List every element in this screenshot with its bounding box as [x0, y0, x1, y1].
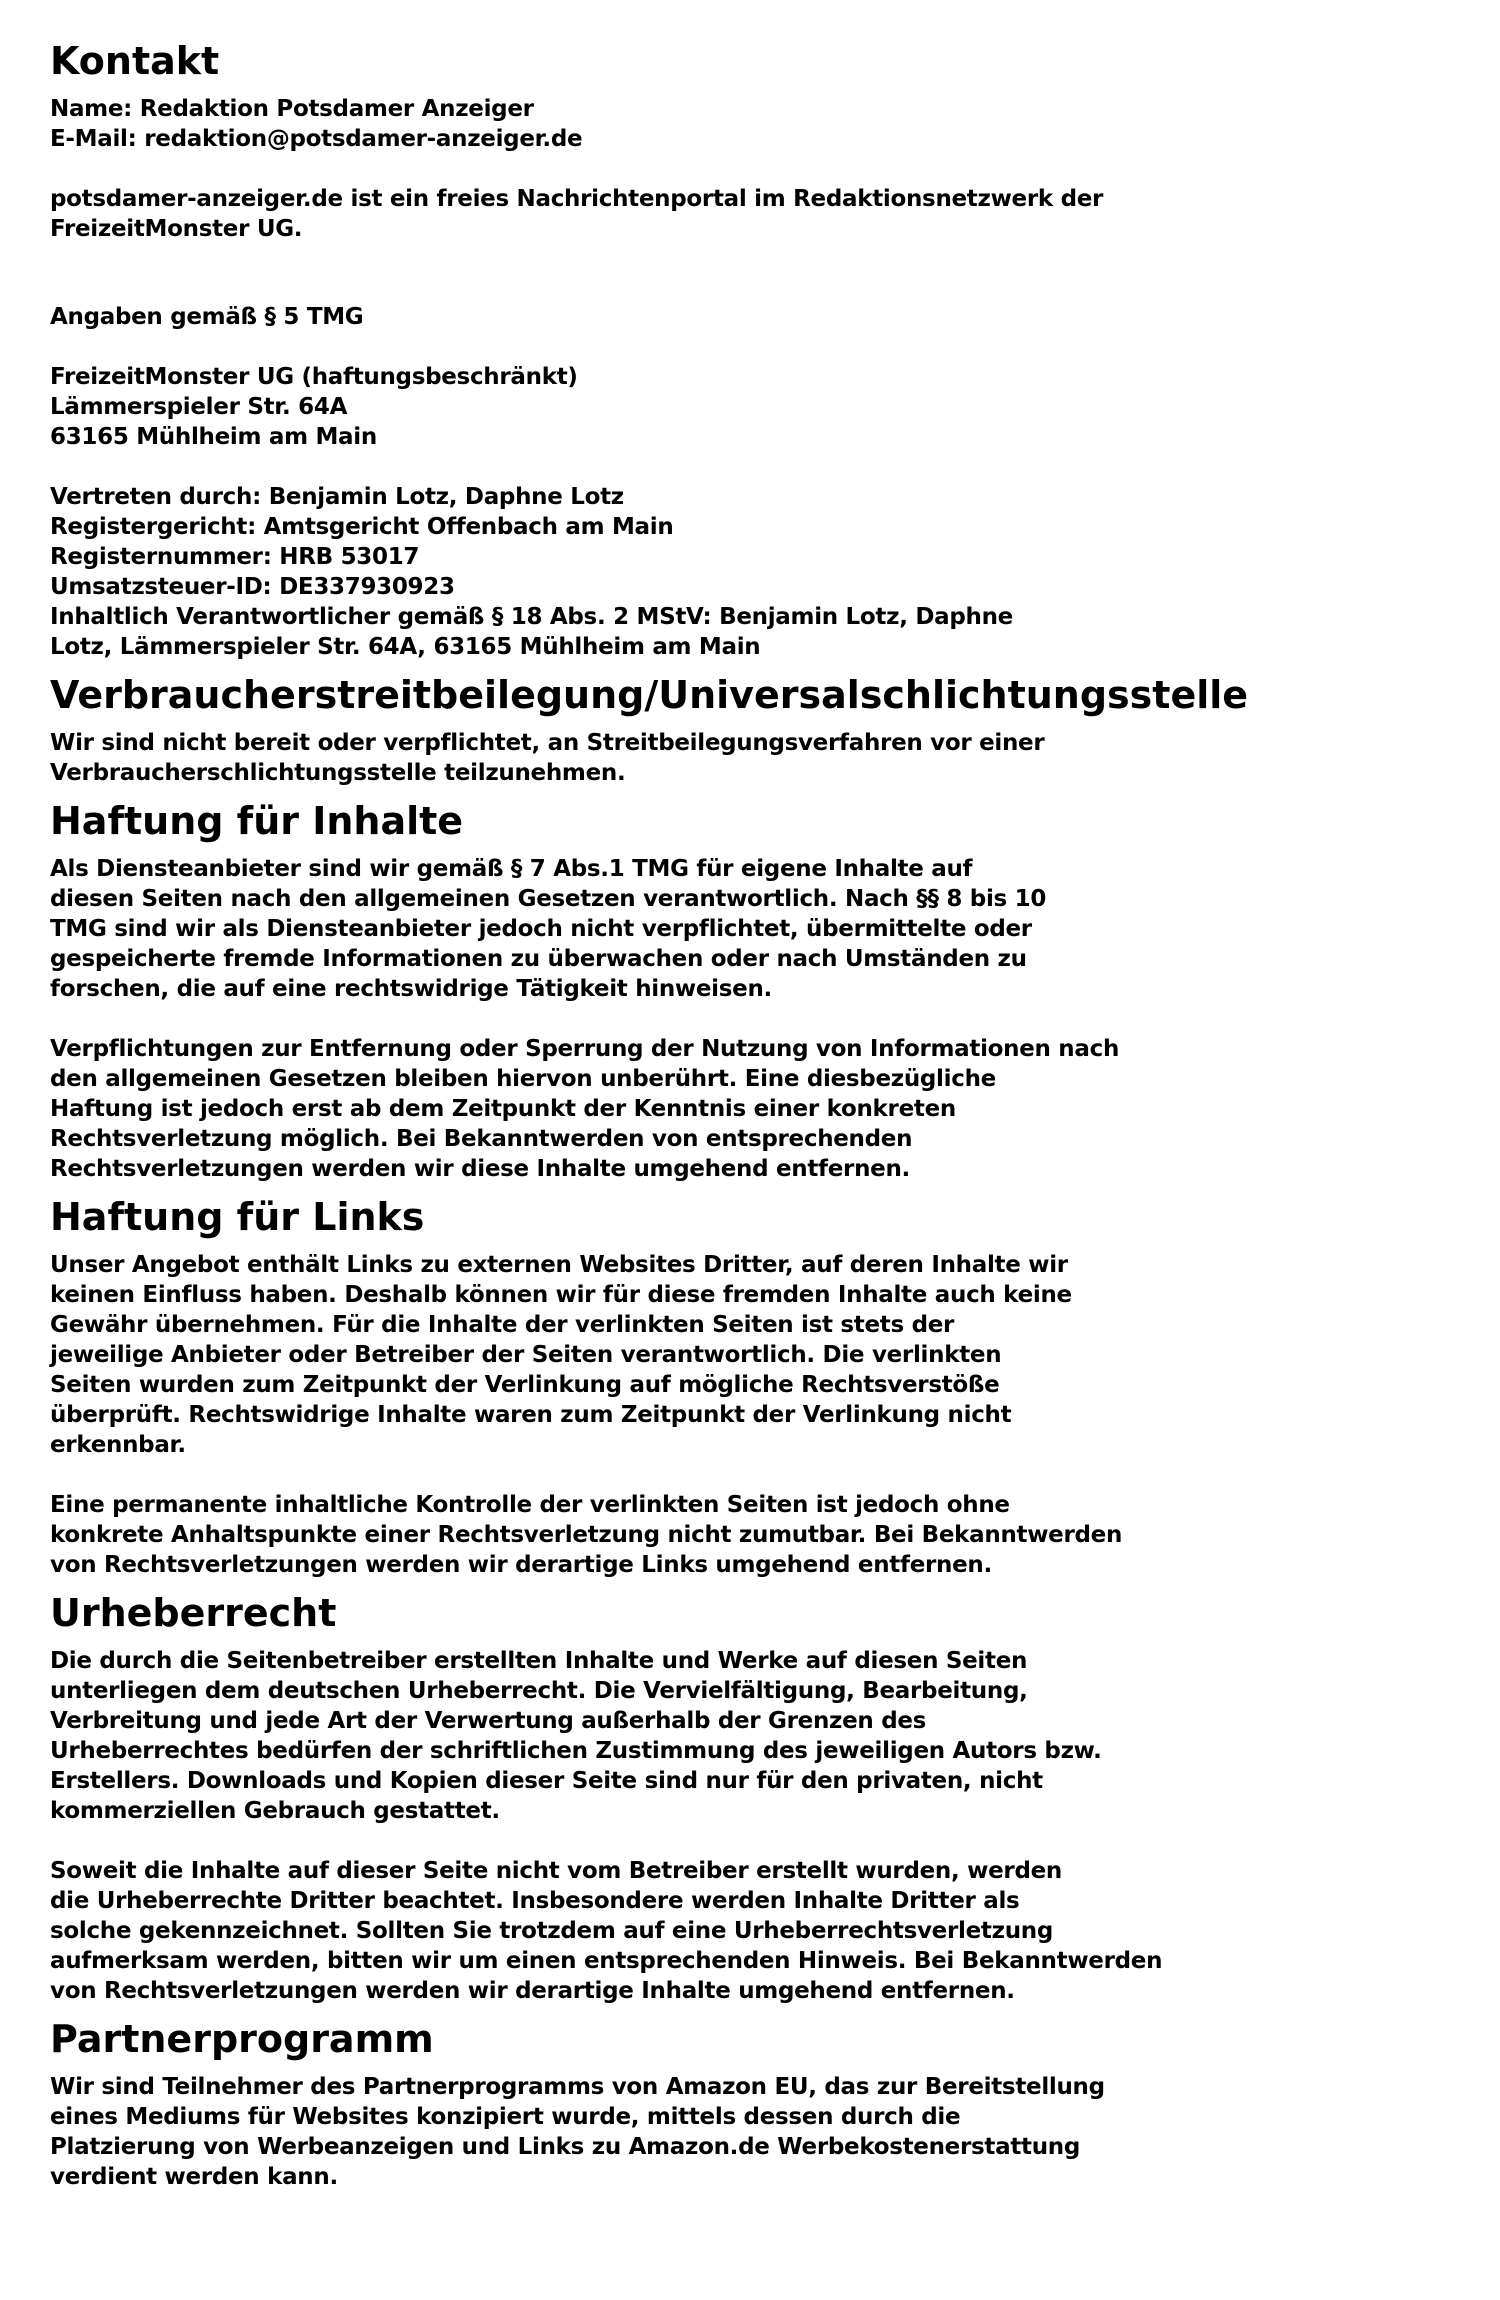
haftung-links-paragraph-2	[50, 1490, 1370, 1580]
contact-details	[50, 94, 1370, 154]
section-urheberrecht	[50, 1590, 1370, 2006]
text-line: FreizeitMonster UG.	[50, 216, 303, 242]
text-line: diesen Seiten nach den allgemeinen Gesetzen verantwortlich. Nach §§ 8 bis 10	[50, 886, 1047, 912]
text-line: Registergericht: Amtsgericht Offenbach am Main	[50, 514, 674, 540]
text-line: forschen, die auf eine rechtswidrige Tätigkeit hinweisen.	[50, 976, 772, 1002]
urheberrecht-paragraph-1	[50, 1646, 1370, 1826]
text-line: FreizeitMonster UG (haftungsbeschränkt)	[50, 364, 578, 390]
section-haftung-links	[50, 1194, 1370, 1580]
heading-kontakt: Kontakt	[50, 39, 220, 83]
contact-name: Name: Redaktion Potsdamer Anzeiger	[50, 96, 534, 122]
heading-haftung-links: Haftung für Links	[50, 1195, 425, 1239]
text-line: Platzierung von Werbeanzeigen und Links zu Amazon.de Werbekostenerstattung	[50, 2134, 1081, 2160]
text-line: solche gekennzeichnet. Sollten Sie trotzdem auf eine Urheberrechtsverletzung	[50, 1918, 1054, 1944]
text-line: Rechtsverletzung möglich. Bei Bekanntwerden von entsprechenden	[50, 1126, 913, 1152]
text-line: Rechtsverletzungen werden wir diese Inhalte umgehend entfernen.	[50, 1156, 910, 1182]
text-line: konkrete Anhaltspunkte einer Rechtsverletzung nicht zumutbar. Bei Bekanntwerden	[50, 1522, 1123, 1548]
text-line: Als Diensteanbieter sind wir gemäß § 7 Abs.1 TMG für eigene Inhalte auf	[50, 856, 973, 882]
text-line: Verpflichtungen zur Entfernung oder Sperrung der Nutzung von Informationen nach	[50, 1036, 1120, 1062]
text-line: Wir sind nicht bereit oder verpflichtet, an Streitbeilegungsverfahren vor einer	[50, 730, 1045, 756]
text-line: Erstellers. Downloads und Kopien dieser Seite sind nur für den privaten, nicht	[50, 1768, 1043, 1794]
text-line: Verbreitung und jede Art der Verwertung außerhalb der Grenzen des	[50, 1708, 927, 1734]
section-kontakt	[50, 38, 1370, 662]
text-line: Eine permanente inhaltliche Kontrolle der verlinkten Seiten ist jedoch ohne	[50, 1492, 1010, 1518]
text-line: Inhaltlich Verantwortlicher gemäß § 18 Abs. 2 MStV: Benjamin Lotz, Daphne	[50, 604, 1013, 630]
text-line: jeweilige Anbieter oder Betreiber der Seiten verantwortlich. Die verlinkten	[50, 1342, 1002, 1368]
text-line: Urheberrechtes bedürfen der schriftlichen Zustimmung des jeweiligen Autors bzw.	[50, 1738, 1102, 1764]
text-line: Seiten wurden zum Zeitpunkt der Verlinkung auf mögliche Rechtsverstöße	[50, 1372, 1000, 1398]
text-line: die Urheberrechte Dritter beachtet. Insbesondere werden Inhalte Dritter als	[50, 1888, 1020, 1914]
text-line: TMG sind wir als Diensteanbieter jedoch nicht verpflichtet, übermittelte oder	[50, 916, 1032, 942]
partner-paragraph	[50, 2072, 1370, 2192]
verbraucher-paragraph	[50, 728, 1370, 788]
text-line: unterliegen dem deutschen Urheberrecht. Die Vervielfältigung, Bearbeitung,	[50, 1678, 1028, 1704]
text-line: 63165 Mühlheim am Main	[50, 424, 377, 450]
text-line: potsdamer-anzeiger.de ist ein freies Nachrichtenportal im Redaktionsnetzwerk der	[50, 186, 1104, 212]
section-haftung-inhalte	[50, 798, 1370, 1184]
text-line: erkennbar.	[50, 1432, 186, 1458]
heading-verbraucherstreitbeilegung: Verbraucherstreitbeilegung/Universalschlichtungsstelle	[50, 673, 1249, 717]
heading-haftung-inhalte: Haftung für Inhalte	[50, 799, 464, 843]
text-line: Vertreten durch: Benjamin Lotz, Daphne Lotz	[50, 484, 624, 510]
text-line: Soweit die Inhalte auf dieser Seite nicht vom Betreiber erstellt wurden, werden	[50, 1858, 1062, 1884]
company-address	[50, 362, 1370, 452]
haftung-inhalte-paragraph-2	[50, 1034, 1370, 1184]
text-line: von Rechtsverletzungen werden wir derartige Inhalte umgehend entfernen.	[50, 1978, 1015, 2004]
text-line: Wir sind Teilnehmer des Partnerprogramms von Amazon EU, das zur Bereitstellung	[50, 2074, 1105, 2100]
legal-details	[50, 482, 1370, 662]
text-line: keinen Einfluss haben. Deshalb können wir für diese fremden Inhalte auch keine	[50, 1282, 1072, 1308]
haftung-links-paragraph-1	[50, 1250, 1370, 1460]
text-line: Umsatzsteuer-ID: DE337930923	[50, 574, 455, 600]
section-verbraucherstreitbeilegung	[50, 672, 1370, 788]
text-line: von Rechtsverletzungen werden wir derartige Links umgehend entfernen.	[50, 1552, 992, 1578]
text-line: Registernummer: HRB 53017	[50, 544, 420, 570]
heading-partnerprogramm: Partnerprogramm	[50, 2017, 434, 2061]
text-line: aufmerksam werden, bitten wir um einen entsprechenden Hinweis. Bei Bekanntwerden	[50, 1948, 1163, 1974]
contact-email: E-Mail: redaktion@potsdamer-anzeiger.de	[50, 126, 583, 152]
heading-urheberrecht: Urheberrecht	[50, 1591, 337, 1635]
haftung-inhalte-paragraph-1	[50, 854, 1370, 1004]
text-line: den allgemeinen Gesetzen bleiben hiervon unberührt. Eine diesbezügliche	[50, 1066, 996, 1092]
text-line: gespeicherte fremde Informationen zu überwachen oder nach Umständen zu	[50, 946, 1027, 972]
text-line: Angaben gemäß § 5 TMG	[50, 304, 364, 330]
text-line: Lotz, Lämmerspieler Str. 64A, 63165 Mühlheim am Main	[50, 634, 761, 660]
text-line: Die durch die Seitenbetreiber erstellten Inhalte und Werke auf diesen Seiten	[50, 1648, 1028, 1674]
text-line: kommerziellen Gebrauch gestattet.	[50, 1798, 500, 1824]
text-line: verdient werden kann.	[50, 2164, 338, 2190]
urheberrecht-paragraph-2	[50, 1856, 1370, 2006]
text-line: eines Mediums für Websites konzipiert wurde, mittels dessen durch die	[50, 2104, 961, 2130]
text-line: überprüft. Rechtswidrige Inhalte waren zum Zeitpunkt der Verlinkung nicht	[50, 1402, 1012, 1428]
text-line: Haftung ist jedoch erst ab dem Zeitpunkt der Kenntnis einer konkreten	[50, 1096, 956, 1122]
intro-paragraph	[50, 184, 1370, 244]
text-line: Unser Angebot enthält Links zu externen Websites Dritter, auf deren Inhalte wir	[50, 1252, 1068, 1278]
text-line: Gewähr übernehmen. Für die Inhalte der verlinkten Seiten ist stets der	[50, 1312, 955, 1338]
section-partnerprogramm	[50, 2016, 1370, 2192]
imprint-page	[50, 38, 1370, 2192]
text-line: Verbraucherschlichtungsstelle teilzunehmen.	[50, 760, 626, 786]
text-line: Lämmerspieler Str. 64A	[50, 394, 348, 420]
tmg-label	[50, 302, 1370, 332]
